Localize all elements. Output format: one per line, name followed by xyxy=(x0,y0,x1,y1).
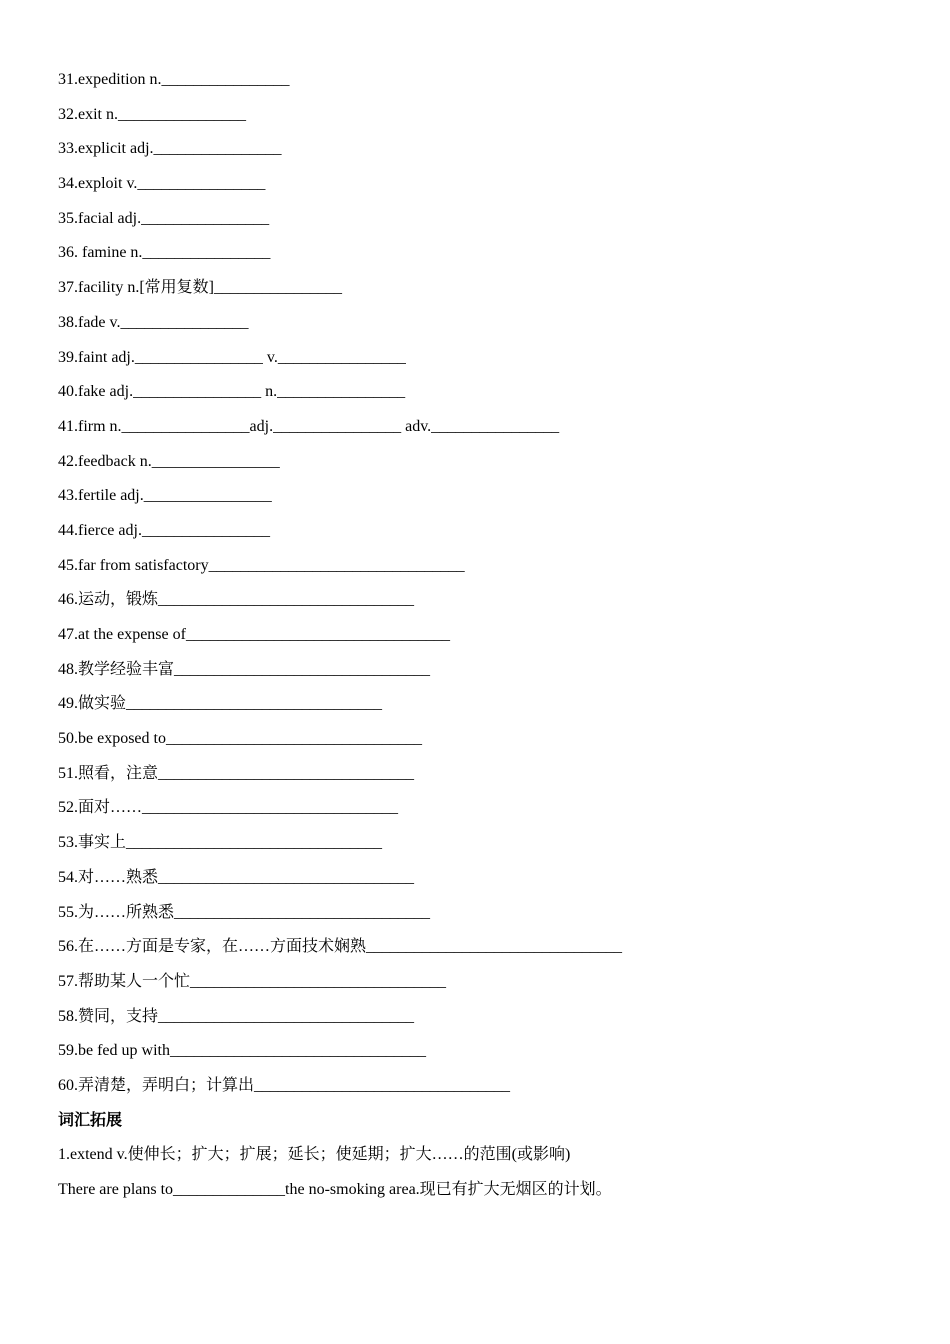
vocab-item-41: 41.firm n.________________adj.________________ adv.________________ xyxy=(58,417,560,435)
phrase-item-59: 59.be fed up with________________________________ xyxy=(58,1042,426,1060)
phrase-item-47: 47.at the expense of_________________________________ xyxy=(58,626,450,643)
phrase-item-53: 53.事实上________________________________ xyxy=(58,834,383,852)
section-heading: 词汇拓展 xyxy=(58,1111,123,1129)
phrase-item-55: 55.为……所熟悉________________________________ xyxy=(58,903,431,921)
vocab-item-31: 31.expedition n.________________ xyxy=(58,71,290,88)
vocab-item-38: 38.fade v.________________ xyxy=(58,313,249,331)
vocab-item-34: 34.exploit v.________________ xyxy=(58,175,266,193)
phrase-item-56: 56.在……方面是专家，在……方面技术娴熟________________________________ xyxy=(58,938,623,956)
phrase-item-45: 45.far from satisfactory________________________________ xyxy=(58,556,465,574)
vocab-item-40: 40.fake adj.________________ n.________________ xyxy=(58,383,406,401)
phrase-item-54: 54.对……熟悉________________________________ xyxy=(58,868,415,886)
vocab-item-37: 37.facility n.[常用复数]________________ xyxy=(58,279,342,297)
vocab-item-36: 36. famine n.________________ xyxy=(58,244,271,262)
vocab-item-39: 39.faint adj.________________ v.________________ xyxy=(58,348,406,366)
phrase-item-46: 46.运动，锻炼________________________________ xyxy=(58,591,415,609)
vocab-item-42: 42.feedback n.________________ xyxy=(58,452,280,470)
phrase-item-57: 57.帮助某人一个忙________________________________ xyxy=(58,972,447,990)
phrase-item-48: 48.教学经验丰富________________________________ xyxy=(58,660,431,678)
phrase-item-51: 51.照看，注意________________________________ xyxy=(58,764,415,782)
vocab-item-32: 32.exit n.________________ xyxy=(58,105,246,123)
vocab-item-35: 35.facial adj.________________ xyxy=(58,209,270,227)
phrase-item-50: 50.be exposed to________________________________ xyxy=(58,730,422,748)
vocab-item-43: 43.fertile adj.________________ xyxy=(58,487,272,505)
expansion-item-1: 1.extend v.使伸长；扩大；扩展；延长；使延期；扩大……的范围(或影响) xyxy=(58,1146,571,1164)
phrase-item-52: 52.面对……________________________________ xyxy=(58,799,399,817)
vocab-item-33: 33.explicit adj.________________ xyxy=(58,140,282,158)
phrase-item-58: 58.赞同，支持________________________________ xyxy=(58,1007,415,1025)
phrase-item-60: 60.弄清楚，弄明白；计算出________________________________ xyxy=(58,1076,511,1094)
worksheet-page xyxy=(58,68,918,1213)
expansion-example-1: There are plans to______________the no-smoking area.现已有扩大无烟区的计划。 xyxy=(58,1181,612,1198)
phrase-item-49: 49.做实验________________________________ xyxy=(58,695,383,713)
vocab-item-44: 44.fierce adj.________________ xyxy=(58,521,270,539)
